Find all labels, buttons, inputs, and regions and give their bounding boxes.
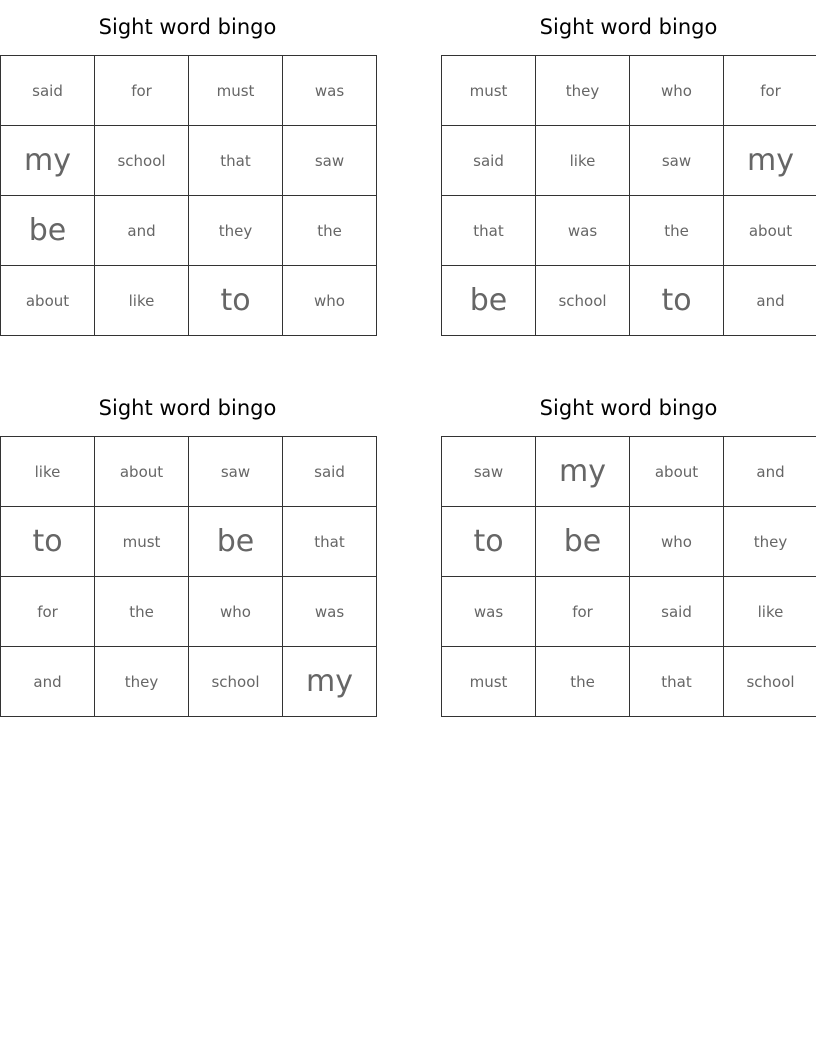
bingo-cell: that (442, 196, 536, 266)
bingo-cell: about (95, 437, 189, 507)
bingo-cell: said (283, 437, 377, 507)
bingo-cell: they (724, 507, 816, 577)
grid-row (442, 126, 816, 196)
bingo-cell: like (1, 437, 95, 507)
grid-row (442, 266, 816, 336)
bingo-cell: and (1, 647, 95, 717)
bingo-cell: to (1, 507, 95, 577)
bingo-cell: saw (283, 126, 377, 196)
bingo-grid (441, 55, 816, 336)
bingo-cell: for (724, 56, 816, 126)
bingo-cell: that (189, 126, 283, 196)
bingo-cell: saw (189, 437, 283, 507)
bingo-cell: that (283, 507, 377, 577)
bingo-cell: for (536, 577, 630, 647)
bingo-cell: like (536, 126, 630, 196)
bingo-cell: they (95, 647, 189, 717)
bingo-cell: school (189, 647, 283, 717)
bingo-cell: who (630, 56, 724, 126)
grid-row (442, 56, 816, 126)
card-title: Sight word bingo (539, 15, 718, 39)
grid-row (1, 56, 377, 126)
bingo-cell: for (95, 56, 189, 126)
grid-row (442, 577, 816, 647)
grid-row (1, 196, 377, 266)
bingo-grid (0, 436, 377, 717)
bingo-cell: be (1, 196, 95, 266)
bingo-cell: must (442, 56, 536, 126)
bingo-cell: for (1, 577, 95, 647)
bingo-cell: like (724, 577, 816, 647)
grid-row (1, 126, 377, 196)
bingo-cell: said (1, 56, 95, 126)
grid-row (1, 647, 377, 717)
bingo-cell: about (630, 437, 724, 507)
bingo-cell: the (95, 577, 189, 647)
bingo-cell: and (724, 266, 816, 336)
grid-row (1, 266, 377, 336)
grid-row (442, 507, 816, 577)
bingo-cell: about (724, 196, 816, 266)
bingo-cell: saw (630, 126, 724, 196)
bingo-cell: be (442, 266, 536, 336)
bingo-cell: must (442, 647, 536, 717)
bingo-cell: was (283, 577, 377, 647)
bingo-cell: they (536, 56, 630, 126)
bingo-cell: school (536, 266, 630, 336)
bingo-cell: who (189, 577, 283, 647)
bingo-cell: who (630, 507, 724, 577)
bingo-cell: my (724, 126, 816, 196)
card-title: Sight word bingo (98, 396, 277, 420)
grid-row (1, 507, 377, 577)
bingo-cell: be (536, 507, 630, 577)
card-title: Sight word bingo (98, 15, 277, 39)
bingo-cell: was (283, 56, 377, 126)
grid-row (1, 577, 377, 647)
bingo-cell: and (724, 437, 816, 507)
bingo-cell: saw (442, 437, 536, 507)
bingo-cell: they (189, 196, 283, 266)
bingo-cell: the (536, 647, 630, 717)
grid-row (1, 437, 377, 507)
grid-row (442, 196, 816, 266)
bingo-cell: the (283, 196, 377, 266)
bingo-cell: to (630, 266, 724, 336)
bingo-cell: and (95, 196, 189, 266)
grid-row (442, 437, 816, 507)
bingo-cell: must (95, 507, 189, 577)
bingo-cell: to (442, 507, 536, 577)
bingo-cell: said (442, 126, 536, 196)
bingo-cell: must (189, 56, 283, 126)
grid-row (442, 647, 816, 717)
bingo-cell: to (189, 266, 283, 336)
bingo-cell: my (283, 647, 377, 717)
bingo-cell: was (442, 577, 536, 647)
bingo-cell: school (724, 647, 816, 717)
card-title: Sight word bingo (539, 396, 718, 420)
bingo-cell: my (536, 437, 630, 507)
bingo-cell: about (1, 266, 95, 336)
bingo-cell: was (536, 196, 630, 266)
bingo-grid (0, 55, 377, 336)
bingo-cell: be (189, 507, 283, 577)
bingo-grid (441, 436, 816, 717)
bingo-cell: said (630, 577, 724, 647)
bingo-cell: that (630, 647, 724, 717)
bingo-cell: the (630, 196, 724, 266)
bingo-cell: like (95, 266, 189, 336)
bingo-cell: school (95, 126, 189, 196)
bingo-cell: my (1, 126, 95, 196)
bingo-cell: who (283, 266, 377, 336)
